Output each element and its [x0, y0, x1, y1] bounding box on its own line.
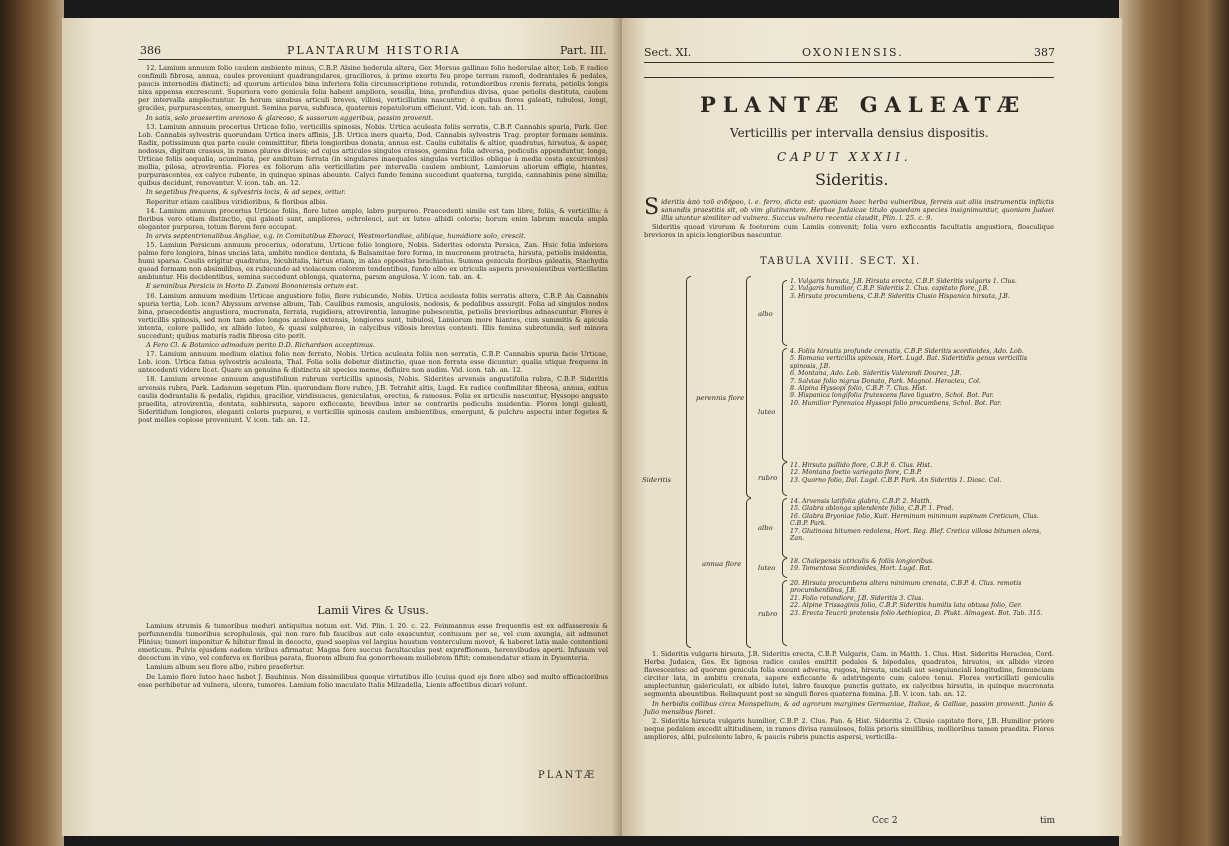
group-entries — [790, 462, 1048, 484]
intro-text — [644, 195, 1054, 240]
paragraph: De Lamio flore luteo haec habet J. Bauhinus. Non dissimilibus quoque virtutibus illo (cuius quod ejs fiore albo) sed multo efficacioribus esse perhibetur ad vulnera, ulcera, tumores. Lamium folio maculato Italis Milzadella, Lienis affectibus dicari volunt. — [138, 672, 608, 689]
list-item: 7. Salviae folio nigrus Donato, Park. Magnol. Heracleu, Col. — [790, 377, 982, 385]
group-entries — [790, 580, 1048, 617]
group-brace — [782, 348, 787, 462]
paragraph: E seminibus Persicis in Horto D. Zanoni Bononiensis ortum est. — [146, 282, 359, 291]
table-root-label: Sideritis — [642, 476, 672, 484]
list-item: 4. Foliis hirsutis profunde crenatis, C.B.P. Sideritis scordioides, Ado. Lob. — [790, 348, 1024, 355]
paragraph: 2. Sideritis hirsuta vulgaris humilior, C.B.P. 2. Clus. Pan. & Hist. Sideritis 2. Clusio capitato flore, J.B. Humilior priore neque pedalem excedit altitudinem, in ramos divisa ramulosos, foliis prioris simillibus, mollioribus tamen praedita. Flores ampliores, albi, pulcelente labro, & paucis rubris punctis aspersi, verticilla- — [644, 716, 1054, 741]
paragraph: 18. Lamium arvense annuum angustifolium rubrum verticillis spinosis, Nobis. Siderites arvensis angustifolia rubra, C.B.P. Sideritis arvensis rubra, Park. Ladanum segetum Plin. quorundam flore rubro, J.B. Tetrahit altis, Lugd. Ex radice confimiliter fibrosa, annua, exitus caulis dodrantalis & pedalis, rigidus, gracilior, viridisuscus, geniculatus, erectus, & ramosus. Folia ex articulis nascuntur, Hyssopo angusto praedita, atrovirentia, dentata, subhirsuta, sapore exficcante, brevibus inter se contrariis pediculis insidentia. Flores longi galeati, Sideritidum longiores, eleganti coloris purpurei, e verticillis spinosis caulem ambientibus, emergunt, & pulchro aspectu inter fegetes & post melles copiose proveniunt. V. icon. tab. an. 12. — [138, 375, 608, 424]
right-title-rule — [644, 77, 1054, 78]
table-root-brace — [686, 276, 691, 648]
group-color-label: rubro — [758, 474, 778, 482]
intro-sentence: ideritis ἀπὸ τοῦ σιδήρου, i. e. ferro, dicta est: quoniam haec herba vulneribus, ferreis aut aliis instrumentis inflictis sanandis praestitis sit, ob vim glutinantem. Herbae Judaicae titulo quaedam species insignimuntur, quoniam Judaei illis utuntur similiter ad vulnera. Succus vulnera recentia claudit, Plin. l. 25. c. 9. — [661, 198, 1054, 223]
paragraph — [644, 195, 1054, 223]
left-head-rule — [138, 59, 608, 60]
paragraph: Lamium strumis & tumoribus meduri antiquitus notum est. Vid. Plin. l. 20. c. 22. Feinmannus esse frequentis est ex adfusseresis & perfunnendis tumoribus scrophulosis, qui non raro fub faucibus aut colo exascuntur, contusum per se, vel cum axungia, ait admunet Plinius; tumori imponitur & hibitur fimul in decocto, quod saepius vel largius haustum venterculum movet, & haberet latis male contentioni emeticum. Pulvis ejusdem eadem viribus afirmatur. Magna fere succus facultaculas post expreffionem, herenvibudos aperti. Infusum vel decoctum in vino, vel conferva ex floribus parata, fluorem album fea gonorrhoeam muliebrem fiftit; commendatur etiam in Dysenteria. — [138, 622, 608, 663]
list-item: 21. Folio rotundiore, J.B. Sideritis 3. Clus. — [790, 594, 924, 602]
group-brace — [782, 558, 787, 578]
paragraph: Sideritis quoad virorum & foetorem cum Lamiis convenit; folia vero exficcantis facultatis angustiora, flosculique breviores in spicis longioribus nascuntur. — [644, 223, 1054, 240]
list-item: 11. Hirsuta pallido flore, C.B.P. 6. Clus. Hist. — [790, 462, 933, 469]
left-page-number: 386 — [140, 44, 161, 57]
book-edge-left — [0, 0, 64, 846]
paragraph: Lamium album seu flore albo, rubro praefertur. — [146, 663, 305, 672]
right-section-label: Sect. XI. — [644, 46, 692, 59]
list-item: 17. Glutinosa bitumen redolens, Hort. Reg. Blef. Cretica villosa bitumen olens, Zan. — [790, 527, 1042, 543]
paragraph: In arvis septentrionalibus Angliae, v.g. in Comitatibus Eboraci, Westmorlandiae, alibique, humidiore solo, crescit. — [146, 231, 526, 240]
left-catchword: PLANTÆ — [538, 770, 597, 781]
list-item: 12. Montana foetio variegato flore, C.B.P. — [790, 469, 922, 477]
list-item: 13. Quorno folio, Dal. Lugd. C.B.P. Park. An Sideritis 1. Diosc. Col. — [790, 476, 1002, 484]
paragraph: In satis, solo praesertim arenoso & glareoso, & sassorum aggeribus, passim provenit. — [146, 113, 434, 122]
list-item: 14. Arvensis latifolia glabra, C.B.P. 2. Matth. — [790, 498, 932, 505]
group-brace — [782, 580, 787, 646]
paragraph: 17. Lamium annuum medium elatius folio non ferrato, Nobis. Urtica aculeata foliis non serratis, C.B.P. Cannabis spuria facie Urticae, Lob. icon. Urtica fatua sylvestris aculeata, Thal. Folia solis debetur distinctio, quae non ferrata esse dicuntur; qualia utique frequens in antecedenti videre licet. Quare an genuina & distincta sit species meme, defiuire non audim. Vid. icon. tab. an. 12. — [138, 350, 608, 375]
group-brace — [782, 462, 787, 496]
paragraph: 14. Lamium annuum procerius Urticae foliis, flore luteo amplo, labro purpureo. Praecedenti simile est tam libre, foliis, & verticillis; à floribus vero etiam distinctio, qui galeati sunt, ampliores, ochroleuci, aut ex luteo albidi coloris; horum enim labrum macula ampla eleganter purpurea, totum florem fere occupat. — [138, 206, 608, 231]
genus-heading: Sideritis. — [815, 170, 889, 189]
group-color-label: luteo — [758, 408, 776, 416]
right-catchword: tim — [1040, 816, 1056, 826]
perennis-label: perennis flore — [696, 394, 745, 402]
list-item: 16. Glabra Bryoniae folio, Kuit. Herminum minimum supinum Creticum, Clus. C.B.P. Park. — [790, 512, 1039, 528]
table-heading: TABULA XVIII. SECT. XI. — [760, 256, 921, 267]
paragraph: 15. Lamium Persicum annuum procerius, odoratum, Urticae folio longiore, Nobis. Siderites odorata Persica, Zan. Huic folia inferiora palmo fere longiora, binas uncias lata, ambitu modice dentata, & Balsamitae fere forma, in mucronem protracta, hirsuta, petiolis insidentia, humi sparsa. Caulis erigitur quadratus, bicubitalis, hirtus etiam, in alas oppositas brachiatus. Summa genicula floribus galeatis, Stachydis quoad formam non absimilibus, ex rubicundo ad violaceum colorem tendentibus, fundo albo ex utriculis asperis provenientibus verticillatim ambiuntur. His decidentibus, semina succedunt oblonga, quaterna, parum angulosa. V. icon. tab. an. 4. — [138, 240, 608, 282]
right-page — [622, 18, 1122, 836]
list-item: 22. Alpine Trissaginis folio, C.B.P. Sideritis humilis lata obtusa folio, Ger. — [790, 602, 1023, 610]
group-brace — [782, 498, 787, 558]
list-item: 10. Humilior Pyrenaica Hyssopi folio procumbens, Schol. Bot. Par. — [790, 399, 1002, 407]
paragraph: In herbidis collibus circa Monspelium, & ad agrorum margines Germaniae, Italiae, & Galliae, passim provenit. Junio & Julio mensibus floret. — [644, 699, 1054, 716]
list-item: 23. Erecta Teucrii pratensis folio Aethiopica, D. Plukt. Almagest. Bot. Tab. 315. — [790, 609, 1043, 617]
list-item: 3. Hirsuta procumbens, C.B.P. Sideritis Clusio Hispanica hirsuta, J.B. — [790, 292, 1010, 300]
list-item: 2. Vulgaris humilior, C.B.P. Sideritis 2. Clus. capitato flore, J.B. — [790, 285, 990, 293]
list-item: 9. Hispanica longifolia frutescens flavo ligustro, Schol. Bot. Par. — [790, 392, 994, 400]
plate-subtitle: Verticillis per intervalla densius dispositis. — [730, 126, 989, 140]
list-item: 15. Glabra oblonga splendente folio, C.B.P. 1. Prod. — [790, 505, 954, 513]
paragraph: A Fero Cl. & Botanico admodum perito D.D. Richardson acceptimus. — [146, 341, 375, 350]
paragraph: 12. Lamium annuum folio caulem ambiente minus, C.B.P. Alsine hederula altera, Ger. Morsus gallinae folio hederulae alter, Lob. E radice confimili fibrosa, annua, caules proveniunt quadrangulares, graciliores, à primo exortu feu prope terram ramofi, dodrantales & pedales, paucis internodiis distincti; ad quorum articulos bina inferiora folia circumscriptione rotunda, rotundioribus crenis ferrata, petiolis longis nixa appensa excrescunt. Superiora vero genicula folia habent ampliora, sessilia, bina, profundius divisa, quae petiolis destituta, caulem per intervalla amplectuntur. In horum sinubus articuli breves, villosi, verticillatim nascuntur; è quibus flores galeati, tubulosi, longi, graciles, purpurascentes, emergunt. Semina parva, subfusca, quaternis repatulorum efficiunt. Vid. icon. tab. an. 11. — [138, 64, 608, 113]
plate-title: PLANTÆ GALEATÆ — [700, 92, 1027, 117]
group-color-label: rubro — [758, 610, 778, 618]
left-running-head: PLANTARUM HISTORIA — [287, 44, 461, 57]
group-entries — [790, 278, 1048, 300]
group-brace — [782, 280, 787, 346]
paragraph: In segetibus frequens, & sylvestris locis, & ad sepes, oritur. — [146, 188, 346, 197]
annua-brace — [746, 498, 751, 648]
group-color-label: albo — [758, 524, 773, 532]
group-entries — [790, 498, 1048, 542]
right-running-head: OXONIENSIS. — [802, 46, 904, 59]
paragraph: 1. Sideritis vulgaris hirsuta, J.B. Sideritis erecta, C.B.P. Vulgaris, Cam. in Matth. 1. Clus. Hist. Sideritis Heraclea, Cord. Herba Judaica, Ges. Ex lignosa radice caules emittit pedales & bipedales, quadratos, hirsutos, ex albido virore flavescentes: ad quorum genicula folia exeunt adversa, rugosa, hirsuta, unciali aut sesquiunciali longitudine, femunciam circiter lata, in ambitu crenata, sapore exficcante & adstringente cum calore tenui. Flores verticillati geniculis amplectuntur, galericulati, ex albido lutei, labro fauxque punctis guttato, ex calycibus hirsutis, in quinque mucronata segmenta abeuntibus. Relinquunt post se singuli flores quaterna femina. J.B. V. icon. tab. an. 12. — [644, 650, 1054, 699]
group-entries — [790, 558, 1048, 573]
chapter-heading: CAPUT XXXII. — [777, 150, 912, 164]
group-color-label: albo — [758, 310, 773, 318]
right-head-rule — [644, 62, 1054, 63]
right-page-number: 387 — [1034, 46, 1055, 59]
list-item: 8. Alpina Hyssopi folio, C.B.P. 7. Clus. Hist. — [790, 385, 928, 393]
list-item: 1. Vulgaris hirsuta, J.B. Hirsuta erecta, C.B.P. Sideritis vulgaris 1. Clus. — [790, 278, 1017, 285]
drop-cap: S — [644, 195, 660, 220]
vires-section-title: Lamii Vires & Usus. — [317, 604, 429, 617]
left-body-text — [138, 64, 608, 425]
left-page — [62, 18, 622, 836]
group-entries — [790, 348, 1048, 407]
signature-mark: Ccc 2 — [872, 816, 898, 826]
book-edge-right — [1119, 0, 1229, 846]
annua-label: annua flore — [702, 560, 742, 568]
list-item: 20. Hirsuta procumbens altera minimum crenata, C.B.P. 4. Clus. remotis procumbentibus, J.B. — [790, 580, 1022, 595]
list-item: 6. Montana, Ado. Lob. Sideritis Valerandi Dourez, J.B. — [790, 370, 962, 378]
paragraph: Reperitur etiam caulibus viridioribus, & floribus albis. — [146, 197, 328, 206]
group-color-label: luteo — [758, 564, 776, 572]
list-item: 5. Romana verticillis spinosis, Hort. Lugd. Bat. Sideritidis genus verticillis spinosis, J.B. — [790, 355, 1028, 370]
species-notes — [644, 650, 1054, 742]
list-item: 18. Chalepensis utriculis & foliis longioribus. — [790, 558, 935, 565]
perennis-brace — [746, 276, 751, 498]
paragraph: 13. Lamium annuum procerius Urticae folio, verticillis spinosis, Nobis. Urtica aculeata foliis serratis, C.B.P. Cannabis spuria, Park. Ger. Lob. Cannabis sylvestris quorundam Urtica iners affinis, J.B. Urtica iners quarta, Dod. Cannabis sylvestris Trag. propter formam seminis. Radix, potissimum qua parte caule committitur, fibris longioribus donata, annua est. Caulis cubitalis & altior, quadratus, hirsutus, & asper, nodosus, digitum crassus, in ramos plures divisus; ad cujus articulos singulos crassos, gemina folia adversa, pediculis appenduntur, longa, Urticae foliis aequalia, acuminata, per ambitum ferrata (in singulares inaequales singulas verticillos oblique à media costa excurrentes) mollia, pilosa, atrovirentia. Flores ex foliorum alis verticillatim per intervalla caulem ambiunt, Lamiorum aliorum effigie, hiantes, purpurascentes, ex calyce rubente, in quinque spinas abeunte. Calyci fundo femina succedunt quaterna, turgida, cannabinis pene similia; quibus decidunt, renovantur. V. icon. tab. an. 12. — [138, 122, 608, 188]
paragraph: 16. Lamium annuum medium Urticae angustiore folio, flore rubicundo, Nobis. Urtica aculeata foliis serratis altera, C.B.P. An Cannabis spuria tertia, Lob. icon? Abyssum arvense album, Tab. Caulibus ramosis, angulosis, nodosis, & pedalibus assurgit. Folia ad singulos nodos bina, praecedentis angustiora, mucronata, ferrata, rugidiora, atrovirentia, lanugine pubescentia, petiolis brevioribus adnascuntur. Flores è verticillis spinosis, sed non tam adeo longos aculeos extensis, longiores sunt, tubulosi, Lamiorum more hiantes, cum summitis & apicula intenta, colore pallido, ex albido luteo, & quasi sulphureo, in calycibus villosis brevius contenti. Illis femina subrotunda, sed minora succedunt; quibus maturis radix fibrosa cito perit. — [138, 291, 608, 340]
list-item: 19. Tomentosa Scordioides, Hort. Lugd. Bat. — [790, 565, 933, 573]
vires-body-text — [138, 622, 608, 690]
left-part-label: Part. III. — [560, 44, 607, 57]
